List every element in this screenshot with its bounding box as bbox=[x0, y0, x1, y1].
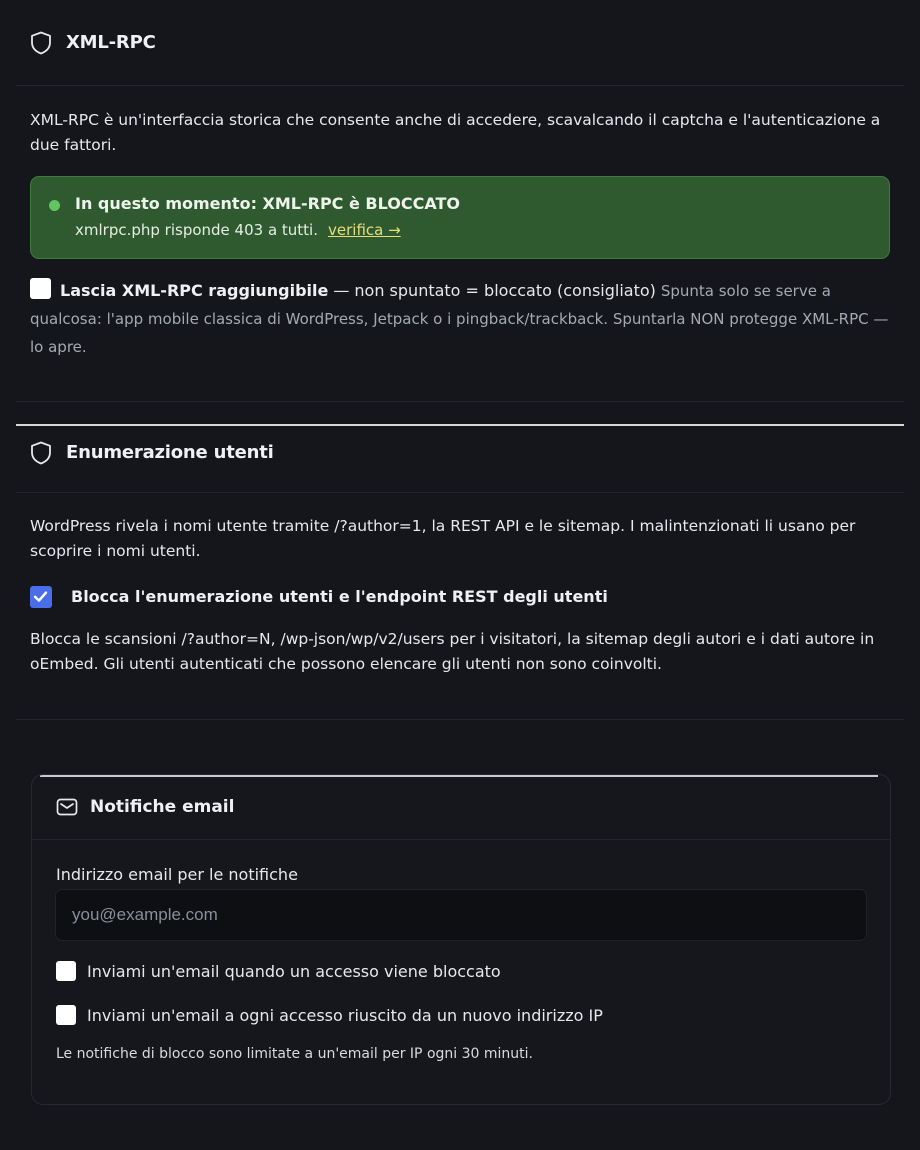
enumeration-description: WordPress rivela i nomi utente tramite /?author=1, la REST API e le sitemap. I malintenzionati li usano per scoprire i nomi utenti. bbox=[30, 517, 856, 560]
option-label: Inviami un'email quando un accesso viene bloccato bbox=[87, 961, 501, 981]
enumeration-section bbox=[16, 413, 904, 677]
option-label: Inviami un'email a ogni accesso riuscito da un nuovo indirizzo IP bbox=[87, 1005, 603, 1025]
status-dot-icon bbox=[49, 200, 60, 211]
status-subtitle-text: xmlrpc.php risponde 403 a tutti. bbox=[75, 221, 318, 239]
divider bbox=[16, 719, 904, 720]
card-title: Notifiche email bbox=[90, 797, 235, 817]
enumeration-option bbox=[16, 583, 904, 611]
notify-new-ip-checkbox[interactable] bbox=[56, 1005, 76, 1025]
status-subtitle bbox=[75, 221, 871, 239]
check-icon bbox=[32, 588, 49, 605]
status-box bbox=[30, 176, 890, 259]
xmlrpc-section bbox=[16, 0, 904, 361]
xmlrpc-option bbox=[16, 277, 904, 361]
notifications-header bbox=[32, 775, 890, 840]
option-suffix: — non spuntato = bloccato (consigliato) bbox=[333, 281, 656, 300]
notify-new-ip-option bbox=[56, 1005, 603, 1025]
block-enumeration-checkbox[interactable] bbox=[30, 586, 52, 608]
notifications-card bbox=[31, 774, 891, 1105]
option-label: Lascia XML-RPC raggiungibile bbox=[60, 281, 329, 300]
rate-limit-note: Le notifiche di blocco sono limitate a un'email per IP ogni 30 minuti. bbox=[56, 1046, 533, 1062]
allow-xmlrpc-checkbox[interactable] bbox=[30, 278, 51, 299]
enumeration-help: Blocca le scansioni /?author=N, /wp-json/wp/v2/users per i visitatori, la sitemap degli autori e i dati autore in oEmbed. Gli utenti autenticati che possono elencare gli utenti non sono coinvolti. bbox=[30, 630, 875, 673]
option-label: Blocca l'enumerazione utenti e l'endpoint REST degli utenti bbox=[71, 587, 608, 606]
xmlrpc-header bbox=[16, 0, 904, 86]
email-label: Indirizzo email per le notifiche bbox=[56, 865, 298, 884]
section-title: XML-RPC bbox=[66, 32, 156, 53]
email-field[interactable] bbox=[55, 889, 867, 941]
shield-icon bbox=[30, 441, 52, 465]
card-topline bbox=[40, 775, 878, 777]
envelope-icon bbox=[56, 798, 78, 816]
status-title: In questo momento: XML-RPC è BLOCCATO bbox=[75, 194, 460, 213]
divider bbox=[16, 401, 904, 402]
verify-link[interactable]: verifica → bbox=[328, 221, 401, 239]
shield-icon bbox=[30, 31, 52, 55]
xmlrpc-description: XML-RPC è un'interfaccia storica che consente anche di accedere, scavalcando il captcha e l'autenticazione a due fattori. bbox=[30, 111, 881, 154]
enumeration-header bbox=[16, 413, 904, 493]
notify-blocked-option bbox=[56, 961, 501, 981]
option-help: Spunta solo se serve a qualcosa: l'app mobile classica di WordPress, Jetpack o i pingback/trackback. Spuntarla NON protegge XML-RPC — lo apre. bbox=[30, 282, 889, 356]
section-title: Enumerazione utenti bbox=[66, 442, 274, 463]
notify-blocked-checkbox[interactable] bbox=[56, 961, 76, 981]
